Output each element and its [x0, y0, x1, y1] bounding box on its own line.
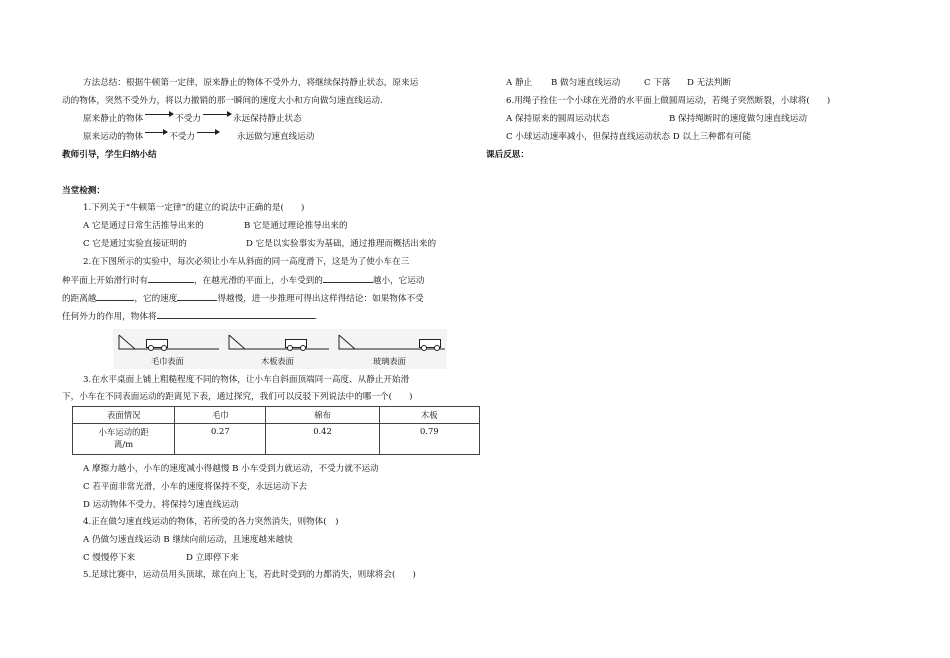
q2-text: 任何外力的作用，物体将	[62, 312, 157, 322]
q3-line-2: 下，小车在不同表面运动的距离见下表，通过探究，我们可以反驳下列说法中的哪一个( )	[62, 392, 413, 402]
q3-option-c: C 若平面非常光滑，小车的速度将保持不变，永远运动下去	[83, 482, 308, 492]
arrow-icon	[197, 132, 219, 142]
row-static-condition: 不受力	[175, 114, 201, 124]
row-static-result: 永远保持静止状态	[232, 114, 302, 124]
blank-field[interactable]	[148, 273, 194, 283]
label-glass: 玻璃表面	[373, 356, 406, 366]
q4-option-ab: A 仍做匀速直线运动 B 继续向前运动，且速度越来越快	[83, 535, 293, 545]
q5-stem: 5.足球比赛中，运动员用头顶球，球在向上飞，若此时受到的力都消失，则球将会( )	[83, 570, 416, 580]
distance-table	[72, 406, 480, 455]
experiment-figure	[113, 329, 447, 369]
blank-field[interactable]	[96, 291, 134, 301]
table-header-row	[73, 407, 480, 424]
blank-field[interactable]	[157, 309, 315, 319]
wheel-icon	[421, 345, 427, 351]
table-cell: 0.27	[175, 424, 266, 455]
table-header: 棉布	[266, 407, 379, 424]
q1-option-b: B 它是通过理论推导出来的	[244, 221, 348, 231]
q2-text: .	[314, 312, 318, 322]
q3-option-ab: A 摩擦力越小，小车的速度减小得越慢 B 小车受到力就运动，不受力就不运动	[83, 464, 379, 474]
table-header: 木板	[379, 407, 479, 424]
table-header: 毛巾	[175, 407, 266, 424]
q2-line-3	[62, 291, 424, 305]
row-label-line: 小车运动的距	[98, 427, 149, 437]
arrow-icon	[145, 132, 167, 142]
wheel-icon	[148, 345, 154, 351]
q1-option-d: D 它是以实验事实为基础，通过推理而概括出来的	[246, 239, 437, 249]
arrow-icon	[145, 114, 173, 124]
summary-row-static	[83, 113, 302, 125]
summary-row-moving	[83, 131, 314, 143]
q2-line-2	[62, 273, 424, 287]
q4-option-c: C 慢慢停下来	[83, 553, 136, 563]
heading-teacher: 教师引导，学生归纳小结	[62, 150, 157, 160]
q5-option-d: D 无法判断	[687, 78, 731, 88]
row-static-subject: 原来静止的物体	[83, 114, 144, 124]
table-cell: 0.79	[379, 424, 479, 455]
reflection-heading: 课后反思：	[486, 150, 529, 160]
q6-option-b: B 保持绳断时的速度做匀速直线运动	[669, 114, 807, 124]
row-moving-condition: 不受力	[169, 132, 195, 142]
q3-option-d: D 运动物体不受力，将保持匀速直线运动	[83, 500, 239, 510]
table-row-label	[73, 424, 175, 455]
q5-option-c: C 下落	[644, 78, 671, 88]
label-wood: 木板表面	[261, 356, 294, 366]
wheel-icon	[287, 345, 293, 351]
table-header: 表面情况	[73, 407, 175, 424]
blank-field[interactable]	[177, 291, 217, 301]
q6-option-a: A 保持原来的圆周运动状态	[506, 114, 610, 124]
wheel-icon	[161, 345, 167, 351]
q2-text: 得越慢，进一步推理可得出这样得结论：如果物体不受	[217, 294, 424, 304]
q5-option-b: B 做匀速直线运动	[551, 78, 621, 88]
q4-option-d: D 立即停下来	[186, 553, 239, 563]
q2-text: 的距离越	[62, 294, 97, 304]
wheel-icon	[300, 345, 306, 351]
wheel-icon	[434, 345, 440, 351]
blank-field[interactable]	[323, 273, 373, 283]
row-label-line: 离/m	[114, 439, 134, 449]
summary-line-2: 动的物体，突然不受外力，将以力撤销的那一瞬间的速度大小和方向做匀速直线运动.	[62, 96, 383, 106]
arrow-icon	[203, 114, 231, 124]
table-row	[73, 424, 480, 455]
q2-line-1: 2.在下图所示的实验中，每次必须让小车从斜面的同一高度滑下，这是为了使小车在三	[83, 257, 410, 267]
q1-option-a: A 它是通过日常生活推导出来的	[83, 221, 204, 231]
q2-text: ，它的速度	[134, 294, 178, 304]
q6-stem: 6.用绳子拴住一个小球在光滑的水平面上做圆周运动，若绳子突然断裂，小球将( )	[506, 96, 831, 106]
summary-line-1: 方法总结：根据牛顿第一定律，原来静止的物体不受外力，将继续保持静止状态，原来运	[83, 78, 419, 88]
q3-line-1: 3.在水平桌面上铺上粗糙程度不同的物体，让小车自斜面顶端同一高度、从静止开始滑	[83, 375, 410, 385]
q2-text: 越小，它运动	[372, 276, 425, 286]
q4-stem: 4.正在做匀速直线运动的物体，若所受的各力突然消失，则物体( )	[83, 517, 339, 527]
q2-text: 种平面上开始滑行时有	[62, 276, 148, 286]
q2-text: ，在越光滑的平面上，小车受到的	[193, 276, 323, 286]
label-towel: 毛巾表面	[151, 356, 184, 366]
row-moving-subject: 原来运动的物体	[83, 132, 144, 142]
row-moving-result: 永远做匀速直线运动	[236, 132, 315, 142]
panel-wood	[223, 329, 331, 369]
q1-option-c: C 它是通过实验直接证明的	[83, 239, 187, 249]
table-cell: 0.42	[266, 424, 379, 455]
q1-stem: 1.下列关于“牛顿第一定律”的建立的说法中正确的是( )	[83, 203, 305, 213]
q5-option-a: A 静止	[506, 78, 533, 88]
q2-line-4	[62, 309, 317, 323]
q6-option-cd: C 小球运动速率减小，但保持直线运动状态 D 以上三种都有可能	[506, 132, 752, 142]
heading-check: 当堂检测：	[62, 186, 105, 196]
panel-towel	[113, 329, 221, 369]
panel-glass	[333, 329, 447, 369]
